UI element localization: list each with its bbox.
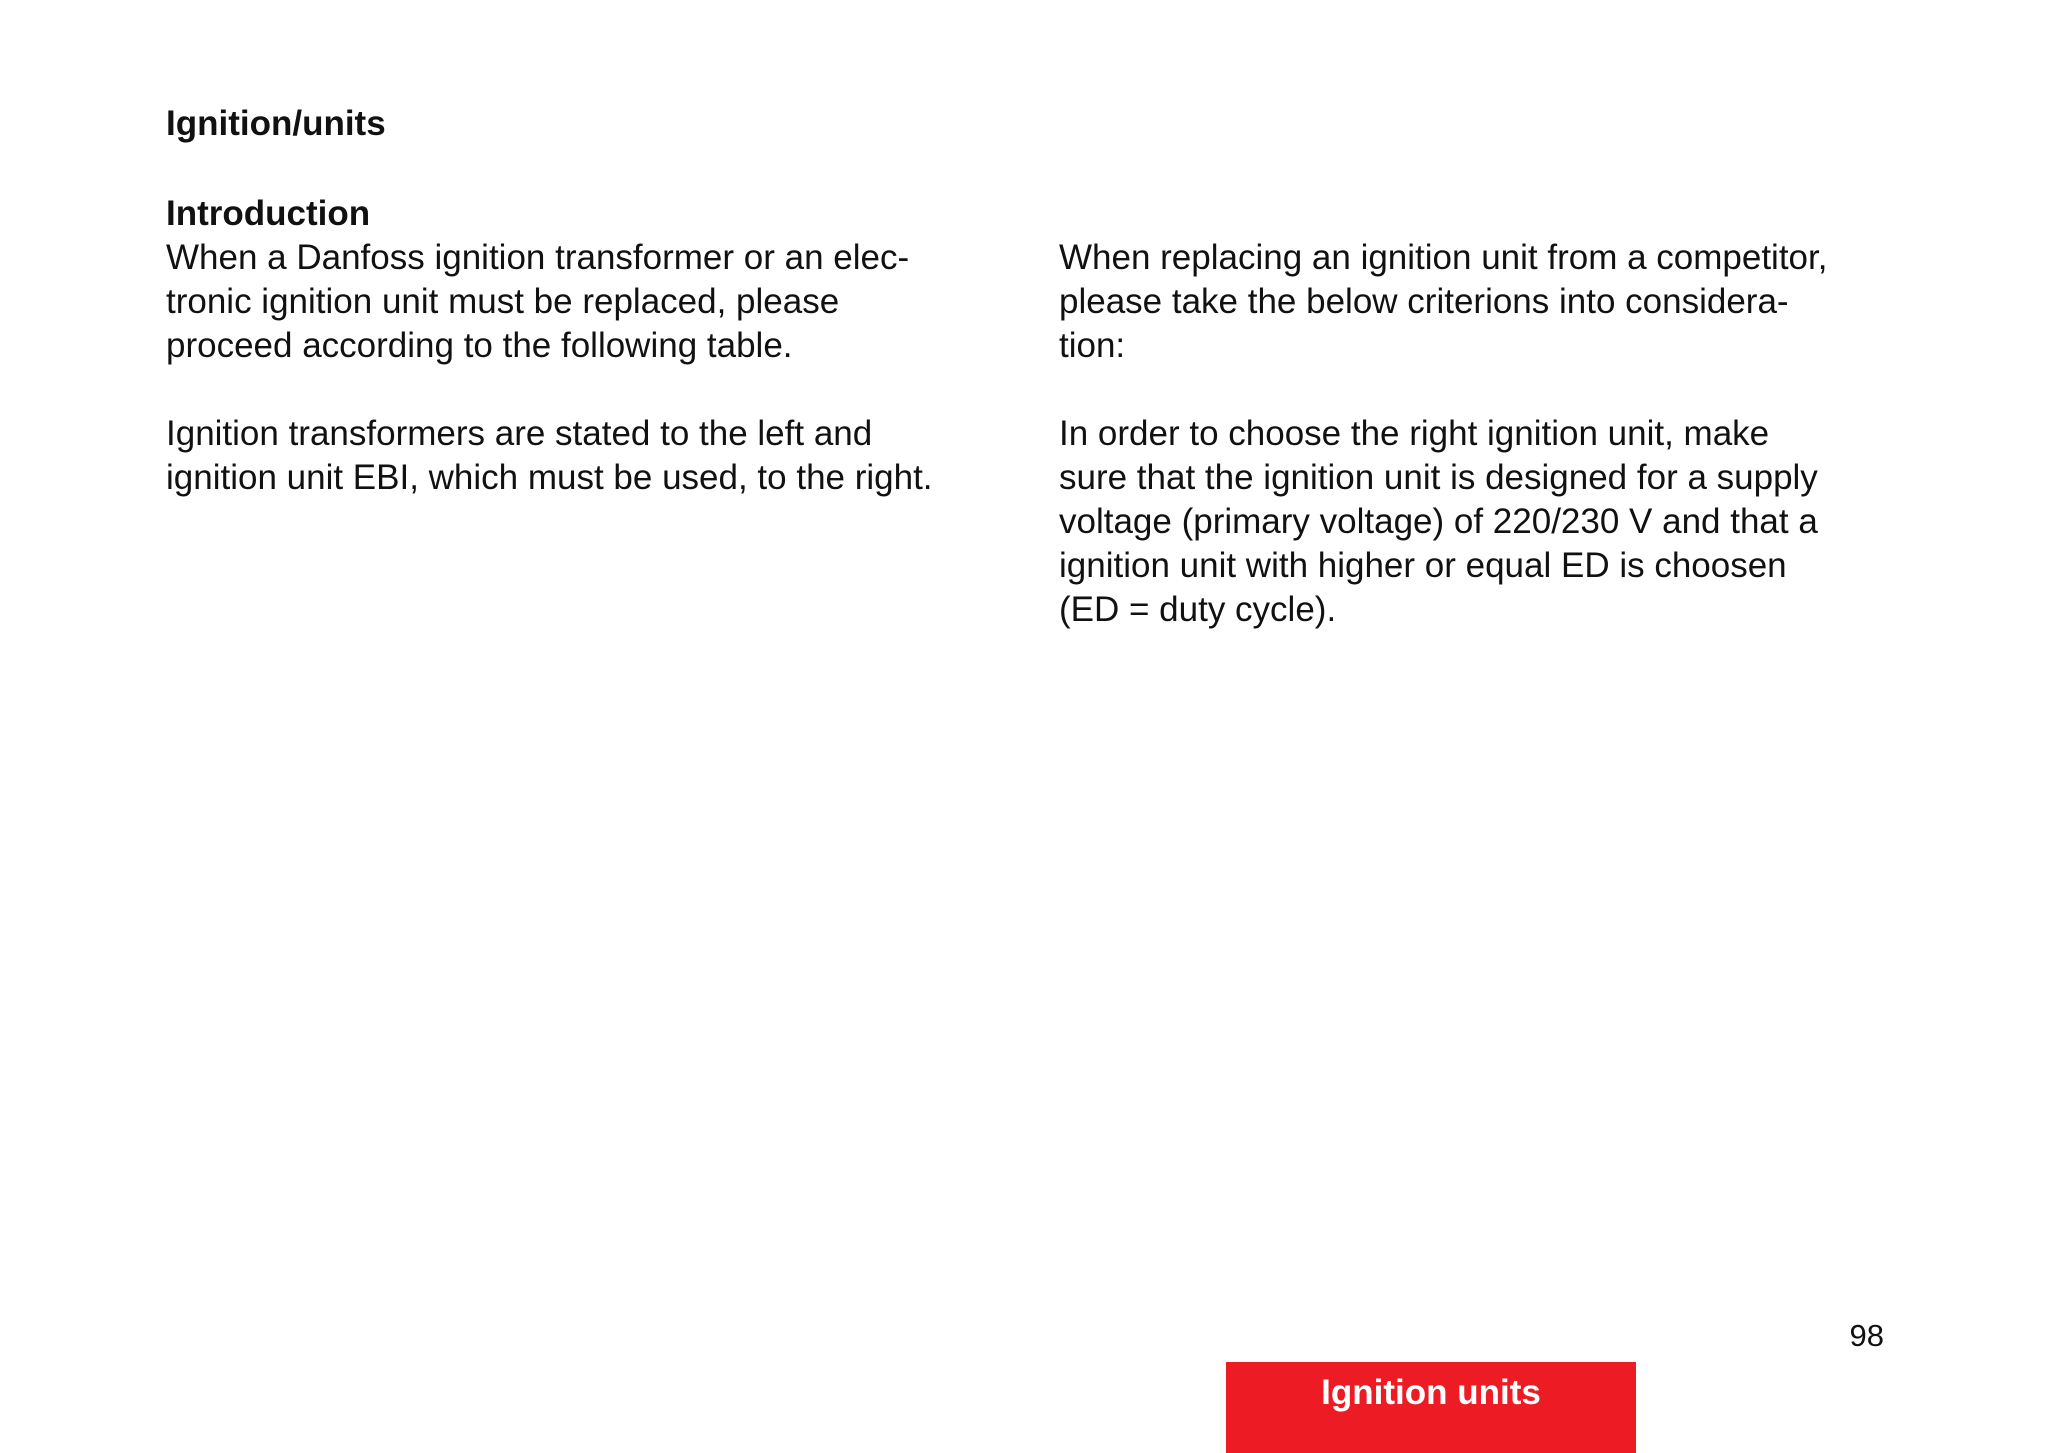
right-paragraph-2: In order to choose the right ignition unit, make sure that the ignition unit is designed for a supply voltage (primary voltage) of 220/230 V and that a ignition unit with higher or equal ED is choosen (ED = duty cycle). xyxy=(1059,414,1818,629)
page-heading: Ignition/units xyxy=(166,104,386,143)
section-tab xyxy=(1226,1362,1636,1453)
left-paragraph-1: When a Danfoss ignition transformer or an elec- tronic ignition unit must be replaced, please proceed according to the following table. xyxy=(166,238,910,365)
left-paragraph-2: Ignition transformers are stated to the left and ignition unit EBI, which must be used, to the right. xyxy=(166,414,933,497)
right-column xyxy=(1059,192,1899,676)
right-paragraph-1: When replacing an ignition unit from a competitor, please take the below criterions into considera- tion: xyxy=(1059,238,1828,365)
section-heading-introduction: Introduction xyxy=(166,194,371,233)
page-number: 98 xyxy=(1849,1318,1884,1353)
section-tab-label: Ignition units xyxy=(1321,1373,1541,1412)
left-column xyxy=(166,192,996,544)
